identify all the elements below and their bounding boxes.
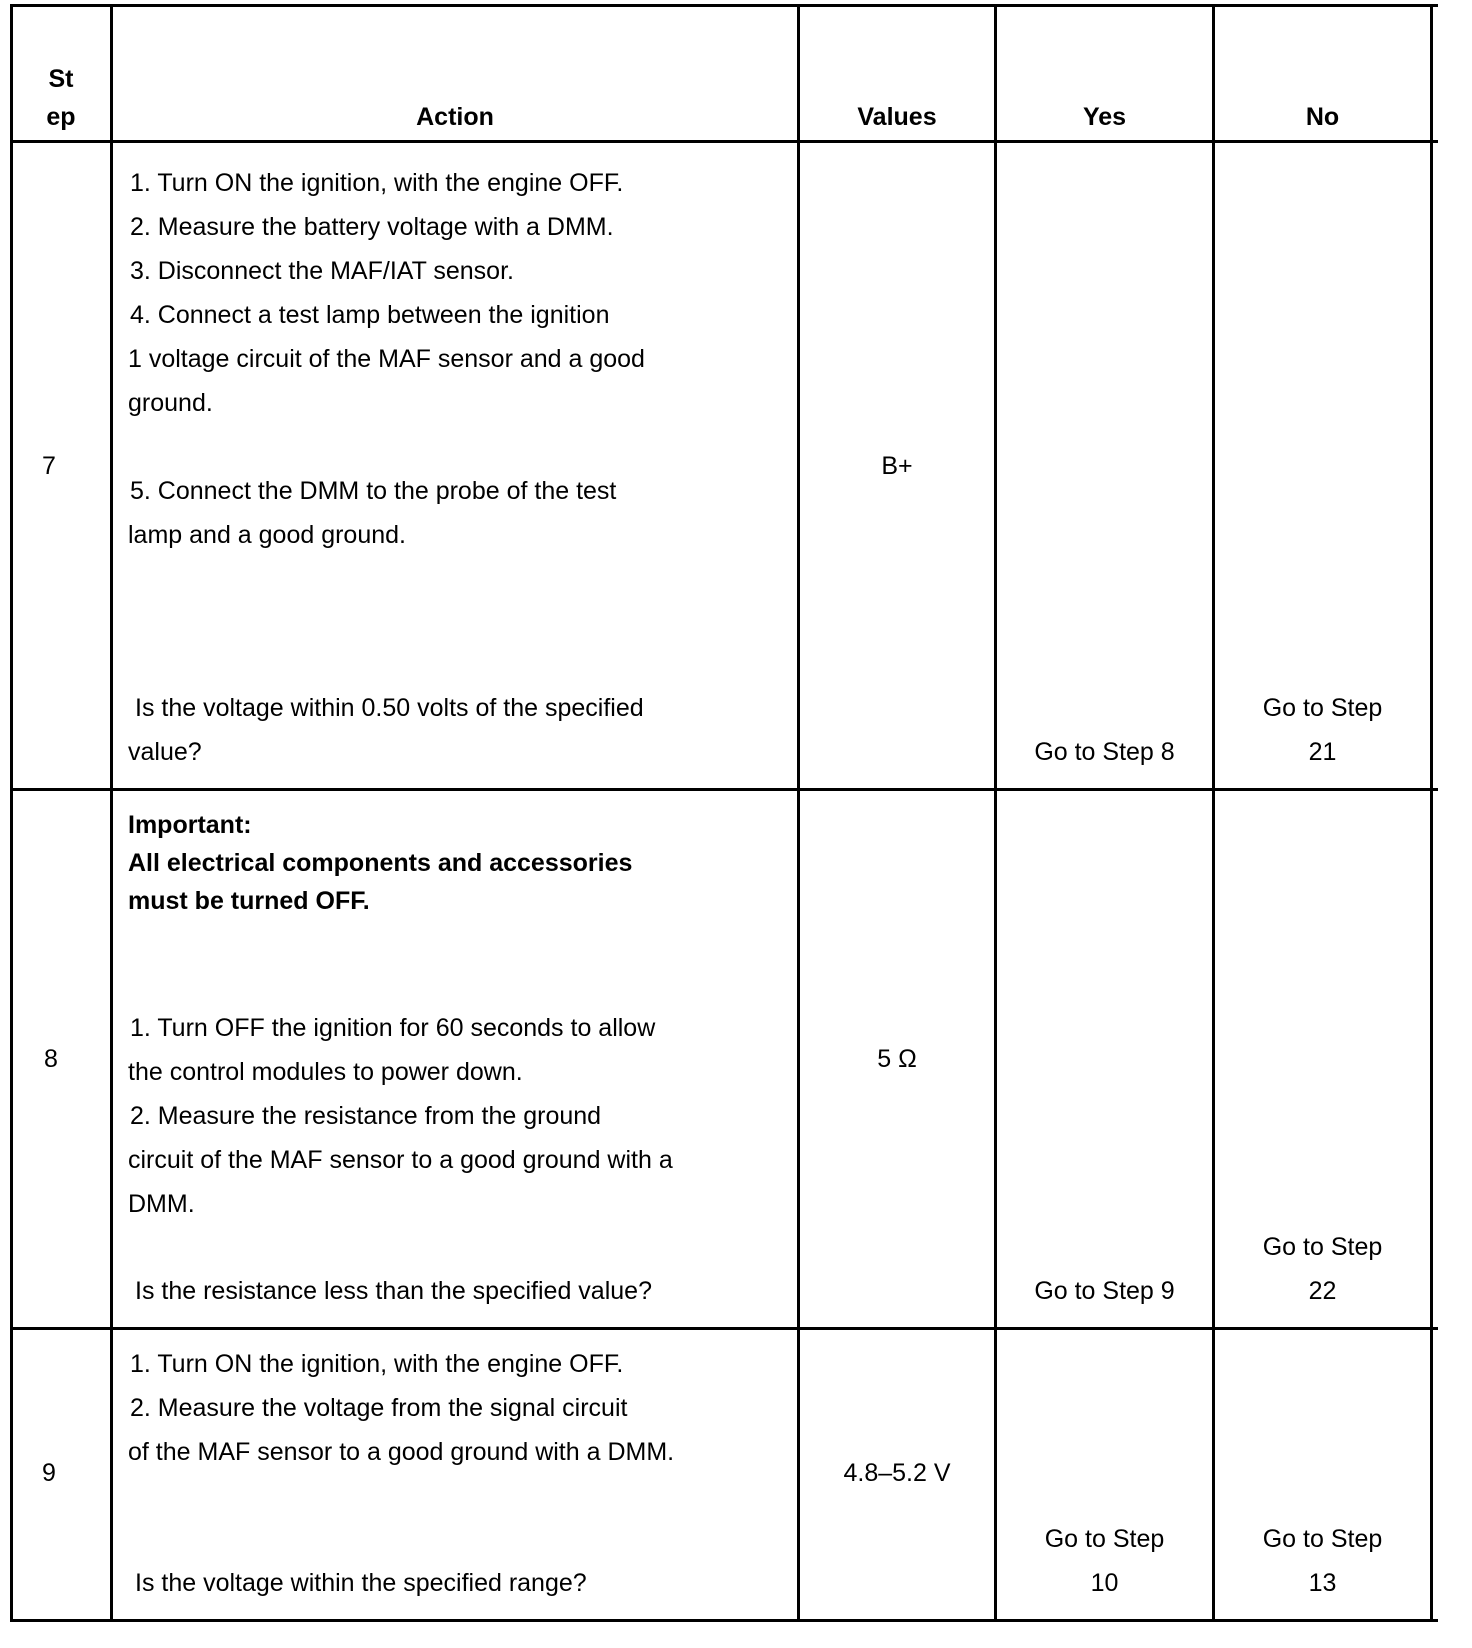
question-line: Is the voltage within 0.50 volts of the specified: [135, 694, 644, 722]
header-yes: Yes: [1082, 103, 1127, 131]
action-line: of the MAF sensor to a good ground with a DMM.: [128, 1438, 675, 1466]
table-border-right: [1430, 4, 1433, 1622]
col-divider-yes: [1212, 4, 1215, 1622]
action-line: 4. Connect a test lamp between the ignition: [130, 301, 610, 329]
step-number: 9: [42, 1459, 56, 1487]
yes-cell-line: Go to Step: [1044, 1525, 1165, 1553]
action-line: DMM.: [128, 1190, 195, 1218]
important-text-line: must be turned OFF.: [128, 887, 370, 915]
header-no: No: [1305, 103, 1340, 131]
table-border-top: [10, 4, 1438, 7]
row-divider-8-9: [10, 1327, 1438, 1330]
no-cell-line: Go to Step: [1262, 694, 1383, 722]
yes-cell-line: Go to Step 8: [1034, 738, 1175, 766]
action-line: 3. Disconnect the MAF/IAT sensor.: [130, 257, 514, 285]
action-line: 2. Measure the battery voltage with a DMM.: [130, 213, 614, 241]
table-border-bottom: [10, 1619, 1438, 1622]
action-line: lamp and a good ground.: [128, 521, 406, 549]
step-number: 7: [42, 452, 56, 480]
no-cell-line: Go to Step: [1262, 1525, 1383, 1553]
header-step-line2: ep: [46, 103, 76, 131]
table-border-left: [10, 4, 13, 1622]
action-line: 5. Connect the DMM to the probe of the test: [130, 477, 617, 505]
header-values: Values: [857, 103, 937, 131]
no-cell-line: 22: [1308, 1277, 1337, 1305]
action-line: 1. Turn ON the ignition, with the engine OFF.: [130, 169, 624, 197]
action-line: 1. Turn OFF the ignition for 60 seconds to allow: [130, 1014, 656, 1042]
yes-cell-line: 10: [1090, 1569, 1119, 1597]
action-line: ground.: [128, 389, 213, 417]
no-cell-line: 13: [1308, 1569, 1337, 1597]
row-divider-7-8: [10, 788, 1438, 791]
col-divider-action: [797, 4, 800, 1622]
step-number: 8: [44, 1045, 58, 1073]
action-line: 2. Measure the resistance from the ground: [130, 1102, 602, 1130]
header-divider: [10, 140, 1438, 143]
header-step-line1: St: [48, 65, 74, 93]
question-line: value?: [128, 738, 202, 766]
no-cell-line: 21: [1308, 738, 1337, 766]
value-cell: 4.8–5.2 V: [843, 1459, 951, 1487]
col-divider-values: [994, 4, 997, 1622]
important-text-line: All electrical components and accessories: [128, 849, 633, 877]
action-line: 1. Turn ON the ignition, with the engine OFF.: [130, 1350, 624, 1378]
question-line: Is the voltage within the specified range?: [135, 1569, 587, 1597]
value-cell: 5 Ω: [877, 1045, 917, 1073]
action-line: the control modules to power down.: [128, 1058, 523, 1086]
important-label: Important:: [128, 811, 252, 839]
action-line: 1 voltage circuit of the MAF sensor and a good: [128, 345, 645, 373]
question-line: Is the resistance less than the specified value?: [135, 1277, 652, 1305]
header-action: Action: [416, 103, 494, 131]
no-cell-line: Go to Step: [1262, 1233, 1383, 1261]
yes-cell-line: Go to Step 9: [1034, 1277, 1175, 1305]
action-line: 2. Measure the voltage from the signal circuit: [130, 1394, 628, 1422]
value-cell: B+: [881, 452, 913, 480]
col-divider-step: [110, 4, 113, 1622]
action-line: circuit of the MAF sensor to a good ground with a: [128, 1146, 673, 1174]
